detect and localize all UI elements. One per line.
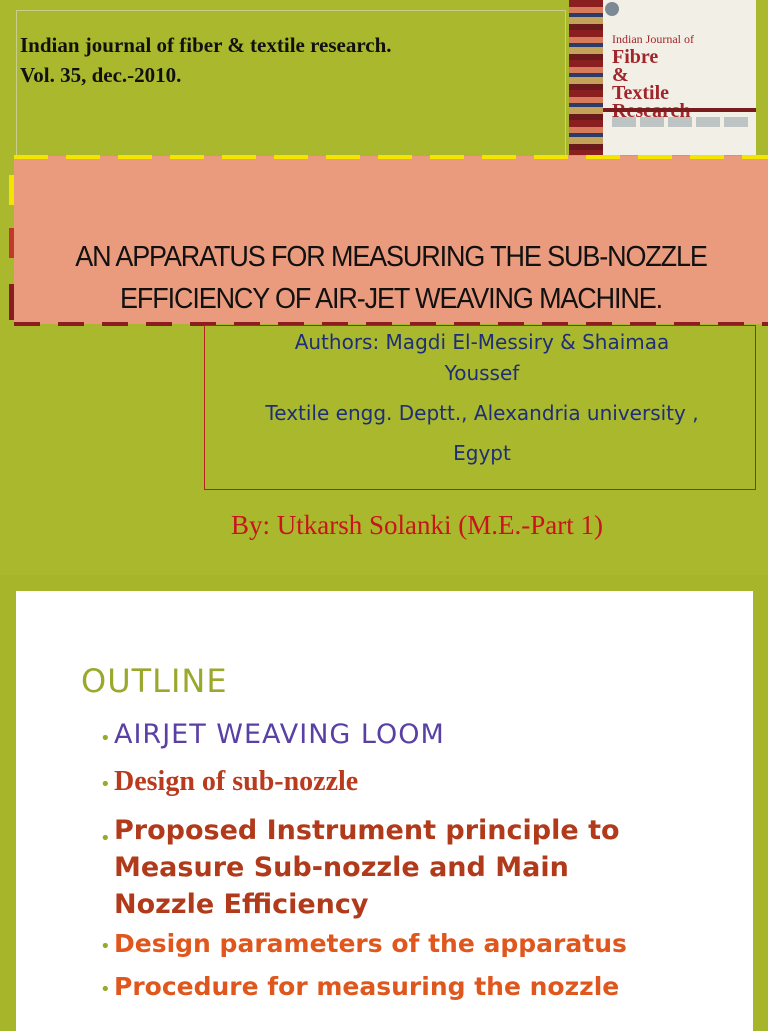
banner-left-marker (9, 228, 14, 258)
bullet-icon: • (100, 979, 111, 1000)
affiliation-line: Textile engg. Deptt., Alexandria university , (265, 401, 699, 425)
authors-line: Authors: Magdi El-Messiry & Shaimaa (294, 330, 670, 354)
journal-name: Indian journal of fiber & textile research. (20, 33, 392, 57)
list-item-text: Nozzle Efficiency (114, 889, 369, 920)
list-item (100, 719, 740, 750)
bullet-icon: • (100, 728, 112, 749)
list-item-text: Design of sub-nozzle (114, 766, 359, 797)
authors-line: Youssef (444, 361, 520, 385)
authors-block (204, 327, 760, 469)
outline-heading: OUTLINE (81, 662, 228, 700)
outline-list (100, 715, 740, 1001)
bullet-icon: • (100, 774, 111, 795)
cover-footer-text (612, 117, 752, 127)
list-item (100, 812, 740, 923)
cover-title-line: Indian Journal of (612, 32, 694, 46)
banner-left-marker (9, 284, 14, 320)
presenter-name: By: Utkarsh Solanki (M.E.-Part 1) (231, 510, 603, 540)
paper-title-line: EFFICIENCY OF AIR-JET WEAVING MACHINE. (119, 283, 663, 315)
list-item-text: AIRJET WEAVING LOOM (114, 719, 445, 750)
cover-title-line: Textile (612, 82, 670, 104)
bullet-icon: • (100, 936, 111, 957)
banner-left-marker (9, 175, 14, 205)
list-item-text: Proposed Instrument principle to (114, 815, 620, 846)
cover-title (612, 30, 694, 120)
cover-divider (603, 108, 756, 112)
journal-citation (20, 30, 392, 90)
cover-title-line: & (612, 64, 629, 86)
list-item (100, 766, 740, 798)
list-item (100, 929, 740, 958)
journal-cover-image (569, 0, 756, 155)
paper-title (40, 236, 741, 320)
cover-title-line: Fibre (612, 46, 659, 68)
banner-top-dashes (14, 155, 768, 159)
paper-title-line: AN APPARATUS FOR MEASURING THE SUB-NOZZLE (75, 241, 707, 273)
list-item (100, 972, 740, 1001)
list-item-text: Procedure for measuring the nozzle (114, 972, 620, 1001)
affiliation-line: Egypt (453, 441, 511, 465)
bullet-icon: • (100, 828, 111, 849)
list-item-text: Design parameters of the apparatus (114, 929, 627, 958)
journal-volume: Vol. 35, dec.-2010. (20, 63, 182, 87)
list-item-text: Measure Sub-nozzle and Main (114, 852, 569, 883)
cover-emblem-icon (605, 2, 619, 16)
cover-fabric-pattern (569, 0, 603, 155)
